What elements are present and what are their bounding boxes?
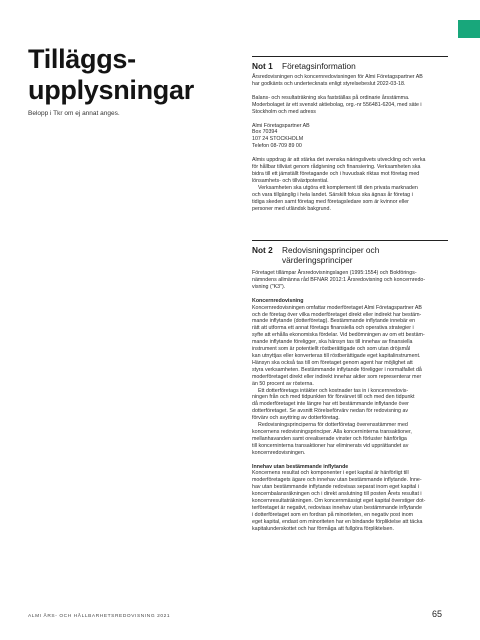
subheading-consolidation: Koncernredovisning (252, 297, 304, 304)
note1-paragraph-company (252, 95, 448, 116)
subheading-minority-interest: Innehav utan bestämmande inflytande (252, 463, 349, 470)
note2-title (282, 245, 448, 265)
text-line: Företaget tillämpar Årsredovisningslagen (1995:1554) och Bokförings- (252, 270, 417, 276)
note2-paragraph-accounting-principles (252, 422, 448, 457)
note1-paragraph-approval (252, 74, 448, 88)
text-line: koncernens redovisningsprinciper. Alla koncerninterna transaktioner, (252, 428, 412, 435)
text-line: till koncerninterna transaktioner har eliminerats vid upprättandet av (252, 442, 409, 449)
note2-section (252, 240, 448, 265)
page-tab-accent (458, 20, 480, 38)
text-line: Ett dotterföretags intäkter och kostnader tas in i koncernredovis- (258, 387, 409, 394)
text-line: 107 24 STOCKHOLM (252, 136, 304, 143)
text-line: Koncernredovisningen omfattar moderföretaget Almi Företagspartner AB (252, 304, 422, 311)
text-line: Balans- och resultaträkning ska fastställas på ordinarie årsstämma. (252, 94, 410, 101)
text-line: dotterföretaget. Se avsnitt Rörelseförvärv nedan för redovisning av (252, 408, 409, 415)
text-line: instrument som är potentiellt röstberättigade och som utan dröjsmål (252, 346, 411, 353)
text-line: Almi Företagspartner AB (252, 122, 310, 129)
text-line: koncernbalansräkningen och i direkt anslutning till posten Årets resultat i (252, 491, 422, 498)
amounts-note: Belopp i Tkr om ej annat anges. (28, 110, 120, 117)
note1-title: Företagsinformation (282, 61, 356, 71)
note2-paragraph-minority-interest (252, 470, 448, 532)
note1-address (252, 123, 448, 151)
text-line: förvärv och avyttring av dotterföretag. (252, 415, 340, 422)
text-line: Stockholm och med adress (252, 108, 316, 115)
text-line: för hållbar tillväxt genom rådgivning och finansiering. Verksamheten ska (252, 164, 421, 171)
text-line: bidra till ett jämställt företagande och i huvudsak riktas mot företag med (252, 170, 420, 177)
text-line: och de företag över vilka moderföretaget direkt eller indirekt har bestäm- (252, 311, 422, 318)
text-line: Moderbolaget är ett svenskt aktiebolag, org.-nr 556481-6204, med säte i (252, 101, 422, 108)
text-line: kan utnyttjas eller konverteras till röstberättigade eget kapitalinstrument. (252, 352, 421, 359)
note1-paragraph-mission (252, 157, 448, 185)
text-line: Koncernens resultat och komponenter i eget kapital är hänförligt till (252, 470, 409, 477)
text-line: rätt att utforma ett annat företags finansiella och operativa strategier i (252, 325, 414, 332)
note1-number: Not 1 (252, 61, 273, 71)
text-line: terföretaget är negativt, redovisas innehav utan bestämmande inflytande (252, 505, 422, 511)
text-line: Verksamheten ska utgöra ett komplement till den privata marknaden (258, 184, 418, 191)
text-line: hav utan bestämmande inflytande redovisas separat inom eget kapital i (252, 484, 419, 491)
footer-report-title: ALMI ÅRS- OCH HÅLLBARHETSREDOVISNING 2021 (28, 614, 171, 619)
note2-intro (252, 270, 448, 291)
text-line: mande inflytande föreligger, ska hänsyn tas till innehav av finansiella (252, 339, 413, 346)
note2-paragraph-consolidation (252, 305, 448, 388)
text-line: Redovisningsprinciperna för dotterföretag överensstämmer med (258, 422, 408, 429)
page-title-line2: upplysningar (28, 75, 194, 105)
text-line: Årsredovisningen och koncernredovisningen för Almi Företagspartner AB (252, 74, 423, 80)
note2-title-line2: värderingsprinciper (282, 255, 353, 265)
page-number: 65 (432, 609, 443, 619)
text-line: Hänsyn ska också tas till om företaget genom agent har möjlighet att (252, 359, 413, 366)
page-title-line1: Tilläggs- (28, 44, 136, 74)
page-title (28, 44, 208, 106)
text-line: Telefon 08-709 89 00 (252, 143, 302, 150)
text-line: eget kapital, endast om minoriteten har en bindande förpliktelse att täcka (252, 518, 423, 525)
text-line: mellanhavanden samt orealiserade vinster och förluster hänförliga (252, 435, 407, 442)
text-line: har godkänts och undertecknats enligt styrelsebeslut 2022-03-18. (252, 80, 406, 87)
text-line: visning ("K3"). (252, 283, 286, 290)
text-line: än 50 procent av rösterna. (252, 380, 314, 387)
note2-body (252, 270, 448, 533)
text-line: tidiga skeden samt företag med företagsledare som är kvinnor eller (252, 198, 409, 205)
text-line: ningen från och med tidpunkten för förvärvet till och med den tidpunkt (252, 394, 415, 401)
note1-body (252, 74, 448, 212)
text-line: Box 70394 (252, 129, 278, 136)
text-line: i dotterföretaget som en fordran på minoriteten, en negativ post inom (252, 511, 414, 518)
text-line: moderföretagets ägare och innehav utan bestämmande inflytande. Inne- (252, 477, 422, 484)
text-line: kapitalunderskottet och har förmåga att fullgöra förpliktelsen. (252, 525, 394, 532)
text-line: personer med utländsk bakgrund. (252, 205, 331, 212)
text-line: moderföretaget direkt eller indirekt innehar aktier som representerar mer (252, 373, 422, 380)
text-line: syfte att erhålla ekonomiska fördelar. Vid bedömningen av om ett bestäm- (252, 332, 425, 339)
text-line: Almis uppdrag är att stärka det svenska näringslivets utveckling och verka (252, 157, 426, 164)
note1-heading (252, 57, 448, 71)
text-line: nämndens allmänna råd BFNAR 2012:1 Årsredovisning och koncernredo- (252, 276, 426, 283)
note2-paragraph-subsidiary-income (252, 388, 448, 423)
note1-paragraph-complement (252, 185, 448, 213)
text-line: mande inflytande (dotterföretag). Bestämmande inflytande innebär en (252, 318, 416, 325)
note2-title-line1: Redovisningsprinciper och (282, 245, 380, 255)
note2-number: Not 2 (252, 245, 273, 255)
text-line: styra verksamheten. Bestämmande inflytande föreligger i normalfallet då (252, 366, 422, 373)
text-line: koncernredovisningen. (252, 449, 306, 456)
text-line: då moderföretaget inte längre har ett bestämmande inflytande över (252, 401, 409, 408)
text-line: och vara tillgänglig i hela landet. Särskilt fokus ska ägnas år företag i (252, 191, 413, 198)
note2-heading (252, 241, 448, 265)
text-line: lönsamhets- och tillväxtpotential. (252, 177, 329, 184)
note1-section (252, 56, 448, 71)
text-line: koncernresultaträkningen. Om koncernmässigt eget kapital överstiger dot- (252, 498, 426, 505)
